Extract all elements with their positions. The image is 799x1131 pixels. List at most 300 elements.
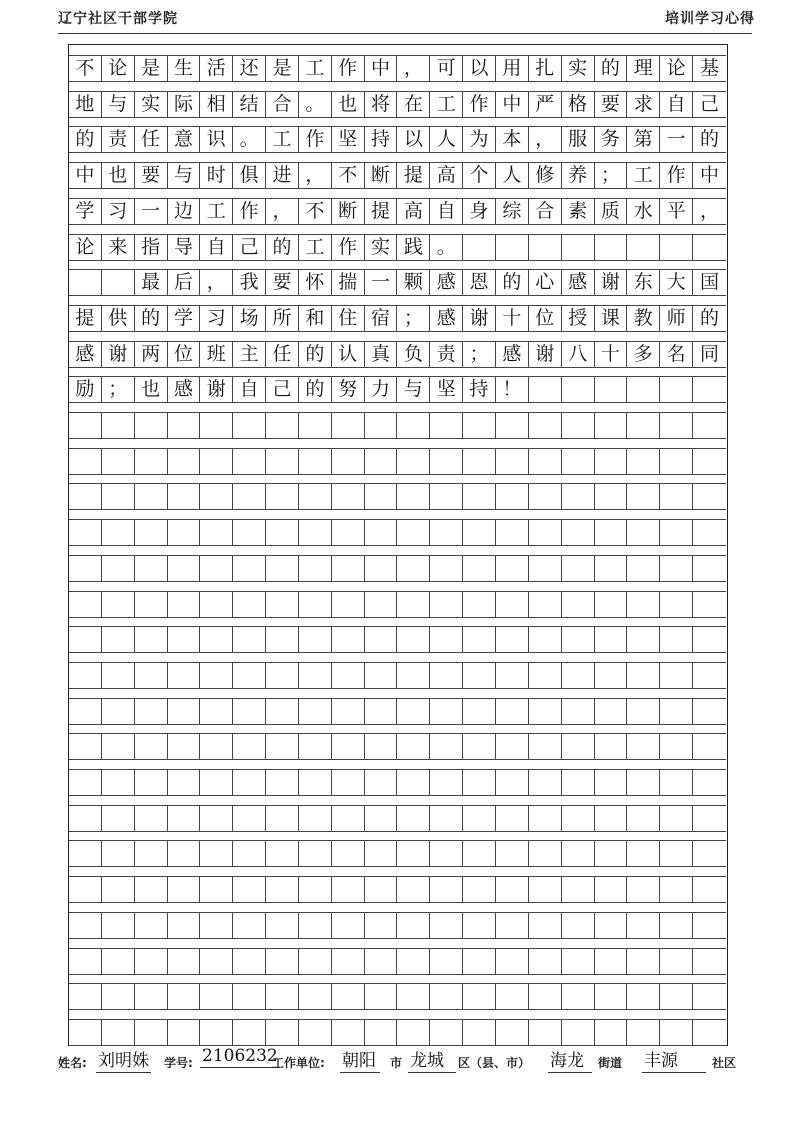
- grid-cell: [660, 592, 693, 617]
- grid-cell: 工: [200, 199, 233, 224]
- grid-cell: 来: [102, 235, 135, 260]
- grid-cell: [102, 949, 135, 974]
- grid-cell: [168, 627, 201, 652]
- grid-row: [69, 305, 726, 332]
- grid-cell: 认: [332, 342, 365, 367]
- grid-cell: ，: [299, 163, 332, 188]
- grid-cell: [529, 520, 562, 545]
- grid-cell: [693, 663, 726, 688]
- grid-cell: 修: [529, 163, 562, 188]
- grid-cell: 要: [266, 270, 299, 295]
- grid-cell: [332, 913, 365, 938]
- grid-cell: [627, 1020, 660, 1045]
- grid-cell: [233, 556, 266, 581]
- grid-cell: [69, 984, 102, 1009]
- grid-cell: 的: [699, 128, 719, 151]
- grid-cell: 己: [699, 92, 719, 115]
- grid-cell: [168, 520, 201, 545]
- grid-cell: [496, 699, 529, 724]
- grid-cell: 作: [332, 235, 365, 260]
- grid-cell: [529, 841, 562, 866]
- grid-cell: 工: [299, 235, 332, 260]
- grid-cell: [562, 449, 595, 474]
- grid-cell: 真: [365, 342, 398, 367]
- grid-cell: 自: [200, 235, 233, 260]
- grid-cell: [233, 699, 266, 724]
- grid-cell: [332, 806, 365, 831]
- grid-cell: [397, 949, 430, 974]
- grid-cell: [266, 734, 299, 759]
- grid-cell: 平: [660, 199, 693, 224]
- grid-cell: [693, 1020, 726, 1045]
- grid-cell: 作: [233, 199, 266, 224]
- grid-cell: [397, 663, 430, 688]
- grid-cell: [463, 484, 496, 509]
- grid-cell: [69, 413, 102, 438]
- grid-cell: [693, 484, 726, 509]
- grid-cell: [299, 770, 332, 795]
- grid-cell: [430, 984, 463, 1009]
- grid-cell: [430, 592, 463, 617]
- grid-cell: [496, 556, 529, 581]
- grid-cell: [233, 984, 266, 1009]
- grid-cell: 习: [102, 199, 135, 224]
- grid-cell: [529, 377, 562, 402]
- grid-cell: [266, 592, 299, 617]
- grid-cell: [102, 484, 135, 509]
- grid-cell: [693, 984, 726, 1009]
- grid-cell: 颗: [397, 270, 430, 295]
- grid-cell: 谢: [102, 342, 135, 367]
- grid-cell: [496, 484, 529, 509]
- grid-cell: [660, 841, 693, 866]
- grid-cell: 学: [69, 199, 102, 224]
- grid-cell: [332, 699, 365, 724]
- grid-cell: 高: [430, 163, 463, 188]
- grid-cell: [200, 984, 233, 1009]
- grid-cell: [627, 484, 660, 509]
- grid-cell: [430, 913, 463, 938]
- grid-cell: 边: [168, 199, 201, 224]
- grid-cell: [266, 913, 299, 938]
- grid-cell: [69, 520, 102, 545]
- grid-cell: [430, 699, 463, 724]
- grid-cell: [430, 484, 463, 509]
- grid-cell: 地: [69, 92, 102, 117]
- grid-cell: [660, 699, 693, 724]
- grid-cell: [529, 984, 562, 1009]
- grid-cell: [299, 663, 332, 688]
- grid-cell: [430, 841, 463, 866]
- grid-cell: [135, 949, 168, 974]
- grid-cell: 感: [430, 270, 463, 295]
- grid-cell: [135, 663, 168, 688]
- grid-cell: [595, 770, 628, 795]
- grid-cell: 谢: [200, 377, 233, 402]
- grid-cell: [397, 984, 430, 1009]
- grid-cell: [496, 235, 529, 260]
- grid-cell: [397, 913, 430, 938]
- grid-row: [69, 162, 726, 189]
- grid-cell: 的: [699, 306, 719, 329]
- grid-cell: [595, 484, 628, 509]
- grid-cell: 作: [660, 163, 693, 188]
- grid-cell: [233, 1020, 266, 1045]
- grid-cell: [660, 235, 693, 260]
- grid-cell: [332, 556, 365, 581]
- grid-cell: 同: [699, 342, 719, 365]
- grid-cell: [69, 663, 102, 688]
- grid-cell: [69, 1020, 102, 1045]
- grid-cell: [693, 841, 726, 866]
- grid-cell: [299, 413, 332, 438]
- grid-cell: [430, 663, 463, 688]
- grid-cell: [595, 627, 628, 652]
- grid-cell: 中: [496, 92, 529, 117]
- grid-cell: 。: [299, 92, 332, 117]
- grid-cell: 与: [397, 377, 430, 402]
- grid-cell: 最: [135, 270, 168, 295]
- grid-cell: 大: [660, 270, 693, 295]
- grid-cell: 两: [135, 342, 168, 367]
- grid-cell: [200, 663, 233, 688]
- grid-cell: [397, 699, 430, 724]
- grid-cell: [135, 699, 168, 724]
- grid-cell: 一: [660, 127, 693, 152]
- grid-cell: 己: [266, 377, 299, 402]
- grid-cell: 实: [135, 92, 168, 117]
- grid-cell: [627, 841, 660, 866]
- grid-cell: [266, 663, 299, 688]
- grid-cell: 班: [200, 342, 233, 367]
- grid-cell: [233, 877, 266, 902]
- grid-row: [69, 555, 726, 582]
- grid-cell: [299, 841, 332, 866]
- grid-cell: [69, 627, 102, 652]
- grid-cell: [660, 949, 693, 974]
- grid-cell: [233, 913, 266, 938]
- grid-cell: 人: [430, 127, 463, 152]
- grid-cell: 任: [266, 342, 299, 367]
- grid-cell: [69, 877, 102, 902]
- grid-cell: 践: [397, 235, 430, 260]
- grid-cell: 水: [627, 199, 660, 224]
- grid-cell: [529, 1020, 562, 1045]
- grid-cell: [627, 520, 660, 545]
- grid-cell: [135, 984, 168, 1009]
- grid-cell: [168, 413, 201, 438]
- grid-cell: 身: [463, 199, 496, 224]
- grid-cell: [233, 627, 266, 652]
- grid-cell: 多: [627, 342, 660, 367]
- grid-cell: 励: [69, 377, 102, 402]
- grid-cell: [562, 377, 595, 402]
- grid-cell: [365, 627, 398, 652]
- grid-cell: 断: [365, 163, 398, 188]
- grid-cell: [496, 913, 529, 938]
- grid-cell: [135, 449, 168, 474]
- grid-cell: [693, 734, 726, 759]
- grid-cell: [397, 520, 430, 545]
- grid-cell: [299, 949, 332, 974]
- grid-cell: [397, 413, 430, 438]
- grid-cell: [135, 770, 168, 795]
- grid-cell: ；: [397, 306, 430, 331]
- grid-row: [69, 912, 726, 939]
- grid-cell: 国: [699, 271, 719, 294]
- grid-cell: [660, 1020, 693, 1045]
- grid-cell: [200, 484, 233, 509]
- grid-cell: [693, 770, 726, 795]
- grid-cell: [496, 1020, 529, 1045]
- grid-cell: [496, 984, 529, 1009]
- grid-cell: [627, 984, 660, 1009]
- grid-cell: 谢: [529, 342, 562, 367]
- grid-cell: 住: [332, 306, 365, 331]
- grid-cell: [430, 949, 463, 974]
- grid-cell: [430, 413, 463, 438]
- grid-cell: [660, 520, 693, 545]
- grid-cell: [233, 663, 266, 688]
- grid-cell: 结: [233, 92, 266, 117]
- grid-cell: 的: [595, 56, 628, 81]
- grid-cell: 活: [200, 56, 233, 81]
- grid-cell: [200, 913, 233, 938]
- grid-cell: 习: [200, 306, 233, 331]
- grid-cell: [299, 984, 332, 1009]
- grid-cell: [529, 413, 562, 438]
- grid-cell: [135, 1020, 168, 1045]
- grid-cell: [69, 556, 102, 581]
- grid-cell: 供: [102, 306, 135, 331]
- grid-cell: [135, 734, 168, 759]
- grid-cell: 责: [430, 342, 463, 367]
- grid-cell: [365, 770, 398, 795]
- grid-cell: 提: [69, 306, 102, 331]
- grid-cell: 与: [168, 163, 201, 188]
- grid-cell: [693, 949, 726, 974]
- grid-cell: [200, 734, 233, 759]
- grid-cell: [69, 949, 102, 974]
- grid-cell: [135, 806, 168, 831]
- grid-cell: 基: [699, 57, 719, 79]
- grid-cell: [69, 449, 102, 474]
- grid-cell: [562, 770, 595, 795]
- grid-cell: 素: [562, 199, 595, 224]
- grid-cell: [135, 877, 168, 902]
- grid-cell: [200, 449, 233, 474]
- grid-cell: [529, 484, 562, 509]
- grid-cell: [627, 699, 660, 724]
- grid-cell: [266, 627, 299, 652]
- grid-cell: [168, 734, 201, 759]
- grid-row: [69, 840, 726, 867]
- grid-cell: [463, 770, 496, 795]
- grid-cell: 感: [430, 306, 463, 331]
- grid-cell: 用: [496, 56, 529, 81]
- grid-cell: 将: [365, 92, 398, 117]
- grid-cell: [102, 449, 135, 474]
- grid-cell: [69, 484, 102, 509]
- grid-cell: [102, 841, 135, 866]
- grid-cell: ，: [200, 270, 233, 295]
- grid-cell: 断: [332, 199, 365, 224]
- grid-cell: [168, 699, 201, 724]
- grid-cell: 力: [365, 377, 398, 402]
- grid-cell: 授: [562, 306, 595, 331]
- grid-cell: [529, 592, 562, 617]
- grid-cell: [529, 770, 562, 795]
- grid-cell: [266, 877, 299, 902]
- grid-cell: [200, 627, 233, 652]
- grid-cell: [365, 734, 398, 759]
- grid-cell: [595, 556, 628, 581]
- student-id-label: 学号:: [164, 1056, 193, 1070]
- grid-cell: 所: [266, 306, 299, 331]
- grid-cell: 师: [660, 306, 693, 331]
- grid-cell: 教: [627, 306, 660, 331]
- grid-cell: [397, 734, 430, 759]
- grid-cell: 俱: [233, 163, 266, 188]
- grid-cell: [397, 627, 430, 652]
- grid-cell: [595, 235, 628, 260]
- grid-cell: [595, 699, 628, 724]
- grid-cell: 是: [135, 56, 168, 81]
- grid-cell: 合: [266, 92, 299, 117]
- grid-cell: [332, 663, 365, 688]
- grid-cell: [496, 877, 529, 902]
- grid-cell: [627, 627, 660, 652]
- grid-cell: [660, 449, 693, 474]
- grid-cell: ！: [496, 377, 529, 402]
- grid-cell: [397, 877, 430, 902]
- grid-cell: [299, 734, 332, 759]
- grid-cell: 课: [595, 306, 628, 331]
- grid-cell: 负: [397, 342, 430, 367]
- grid-cell: 位: [168, 342, 201, 367]
- grid-cell: [266, 699, 299, 724]
- grid-cell: [266, 1020, 299, 1045]
- grid-cell: [463, 413, 496, 438]
- grid-cell: [233, 734, 266, 759]
- grid-cell: [562, 592, 595, 617]
- grid-cell: 十: [595, 342, 628, 367]
- name-value: 刘明姝: [96, 1046, 151, 1073]
- grid-cell: [365, 841, 398, 866]
- grid-row: [69, 805, 726, 832]
- grid-cell: [69, 270, 102, 295]
- grid-cell: [627, 806, 660, 831]
- grid-cell: [365, 806, 398, 831]
- grid-cell: [463, 734, 496, 759]
- grid-cell: [660, 377, 693, 402]
- grid-cell: [102, 627, 135, 652]
- grid-cell: 合: [529, 199, 562, 224]
- grid-cell: [69, 913, 102, 938]
- grid-cell: [430, 1020, 463, 1045]
- grid-cell: [430, 449, 463, 474]
- grid-cell: [233, 520, 266, 545]
- grid-cell: 在: [397, 92, 430, 117]
- grid-cell: 我: [233, 270, 266, 295]
- grid-cell: [595, 877, 628, 902]
- grid-cell: [299, 1020, 332, 1045]
- grid-cell: 的: [299, 377, 332, 402]
- grid-cell: 提: [365, 199, 398, 224]
- grid-cell: [397, 770, 430, 795]
- grid-cell: [595, 913, 628, 938]
- city-value: 朝阳: [340, 1046, 380, 1073]
- grid-cell: [463, 877, 496, 902]
- grid-cell: [529, 235, 562, 260]
- grid-cell: [496, 949, 529, 974]
- grid-cell: [627, 377, 660, 402]
- grid-cell: [266, 520, 299, 545]
- grid-cell: [595, 377, 628, 402]
- grid-cell: 自: [233, 377, 266, 402]
- grid-cell: [397, 592, 430, 617]
- grid-cell: 东: [627, 270, 660, 295]
- grid-cell: [430, 520, 463, 545]
- grid-cell: [595, 984, 628, 1009]
- grid-cell: [463, 520, 496, 545]
- grid-cell: 感: [562, 270, 595, 295]
- grid-cell: [233, 592, 266, 617]
- grid-cell: [102, 770, 135, 795]
- grid-cell: 格: [562, 92, 595, 117]
- grid-cell: [430, 627, 463, 652]
- grid-cell: [332, 841, 365, 866]
- manuscript-grid-sheet: [68, 44, 728, 1046]
- grid-cell: 进: [266, 163, 299, 188]
- grid-cell: 一: [365, 270, 398, 295]
- grid-cell: [102, 520, 135, 545]
- grid-cell: 持: [463, 377, 496, 402]
- grid-cell: [595, 592, 628, 617]
- grid-cell: [463, 841, 496, 866]
- grid-cell: 努: [332, 377, 365, 402]
- grid-cell: [266, 806, 299, 831]
- grid-cell: [135, 520, 168, 545]
- grid-cell: [430, 770, 463, 795]
- grid-cell: 心: [529, 270, 562, 295]
- grid-cell: [299, 449, 332, 474]
- grid-cell: [69, 592, 102, 617]
- grid-cell: ，: [529, 127, 562, 152]
- grid-row: [69, 662, 726, 689]
- grid-cell: [463, 627, 496, 652]
- district-label: 区（县、市）: [458, 1056, 531, 1070]
- grid-cell: [627, 949, 660, 974]
- grid-cell: [200, 877, 233, 902]
- grid-cell: 与: [102, 92, 135, 117]
- grid-cell: [693, 627, 726, 652]
- grid-cell: 提: [397, 163, 430, 188]
- grid-cell: [365, 699, 398, 724]
- grid-cell: [693, 877, 726, 902]
- grid-cell: [168, 949, 201, 974]
- grid-cell: 要: [135, 163, 168, 188]
- grid-cell: 服: [562, 127, 595, 152]
- grid-cell: [233, 413, 266, 438]
- grid-cell: 。: [233, 127, 266, 152]
- grid-cell: [200, 699, 233, 724]
- grid-cell: 论: [69, 235, 102, 260]
- grid-cell: [430, 734, 463, 759]
- grid-cell: 谢: [595, 270, 628, 295]
- grid-cell: 工: [266, 127, 299, 152]
- grid-cell: 位: [529, 306, 562, 331]
